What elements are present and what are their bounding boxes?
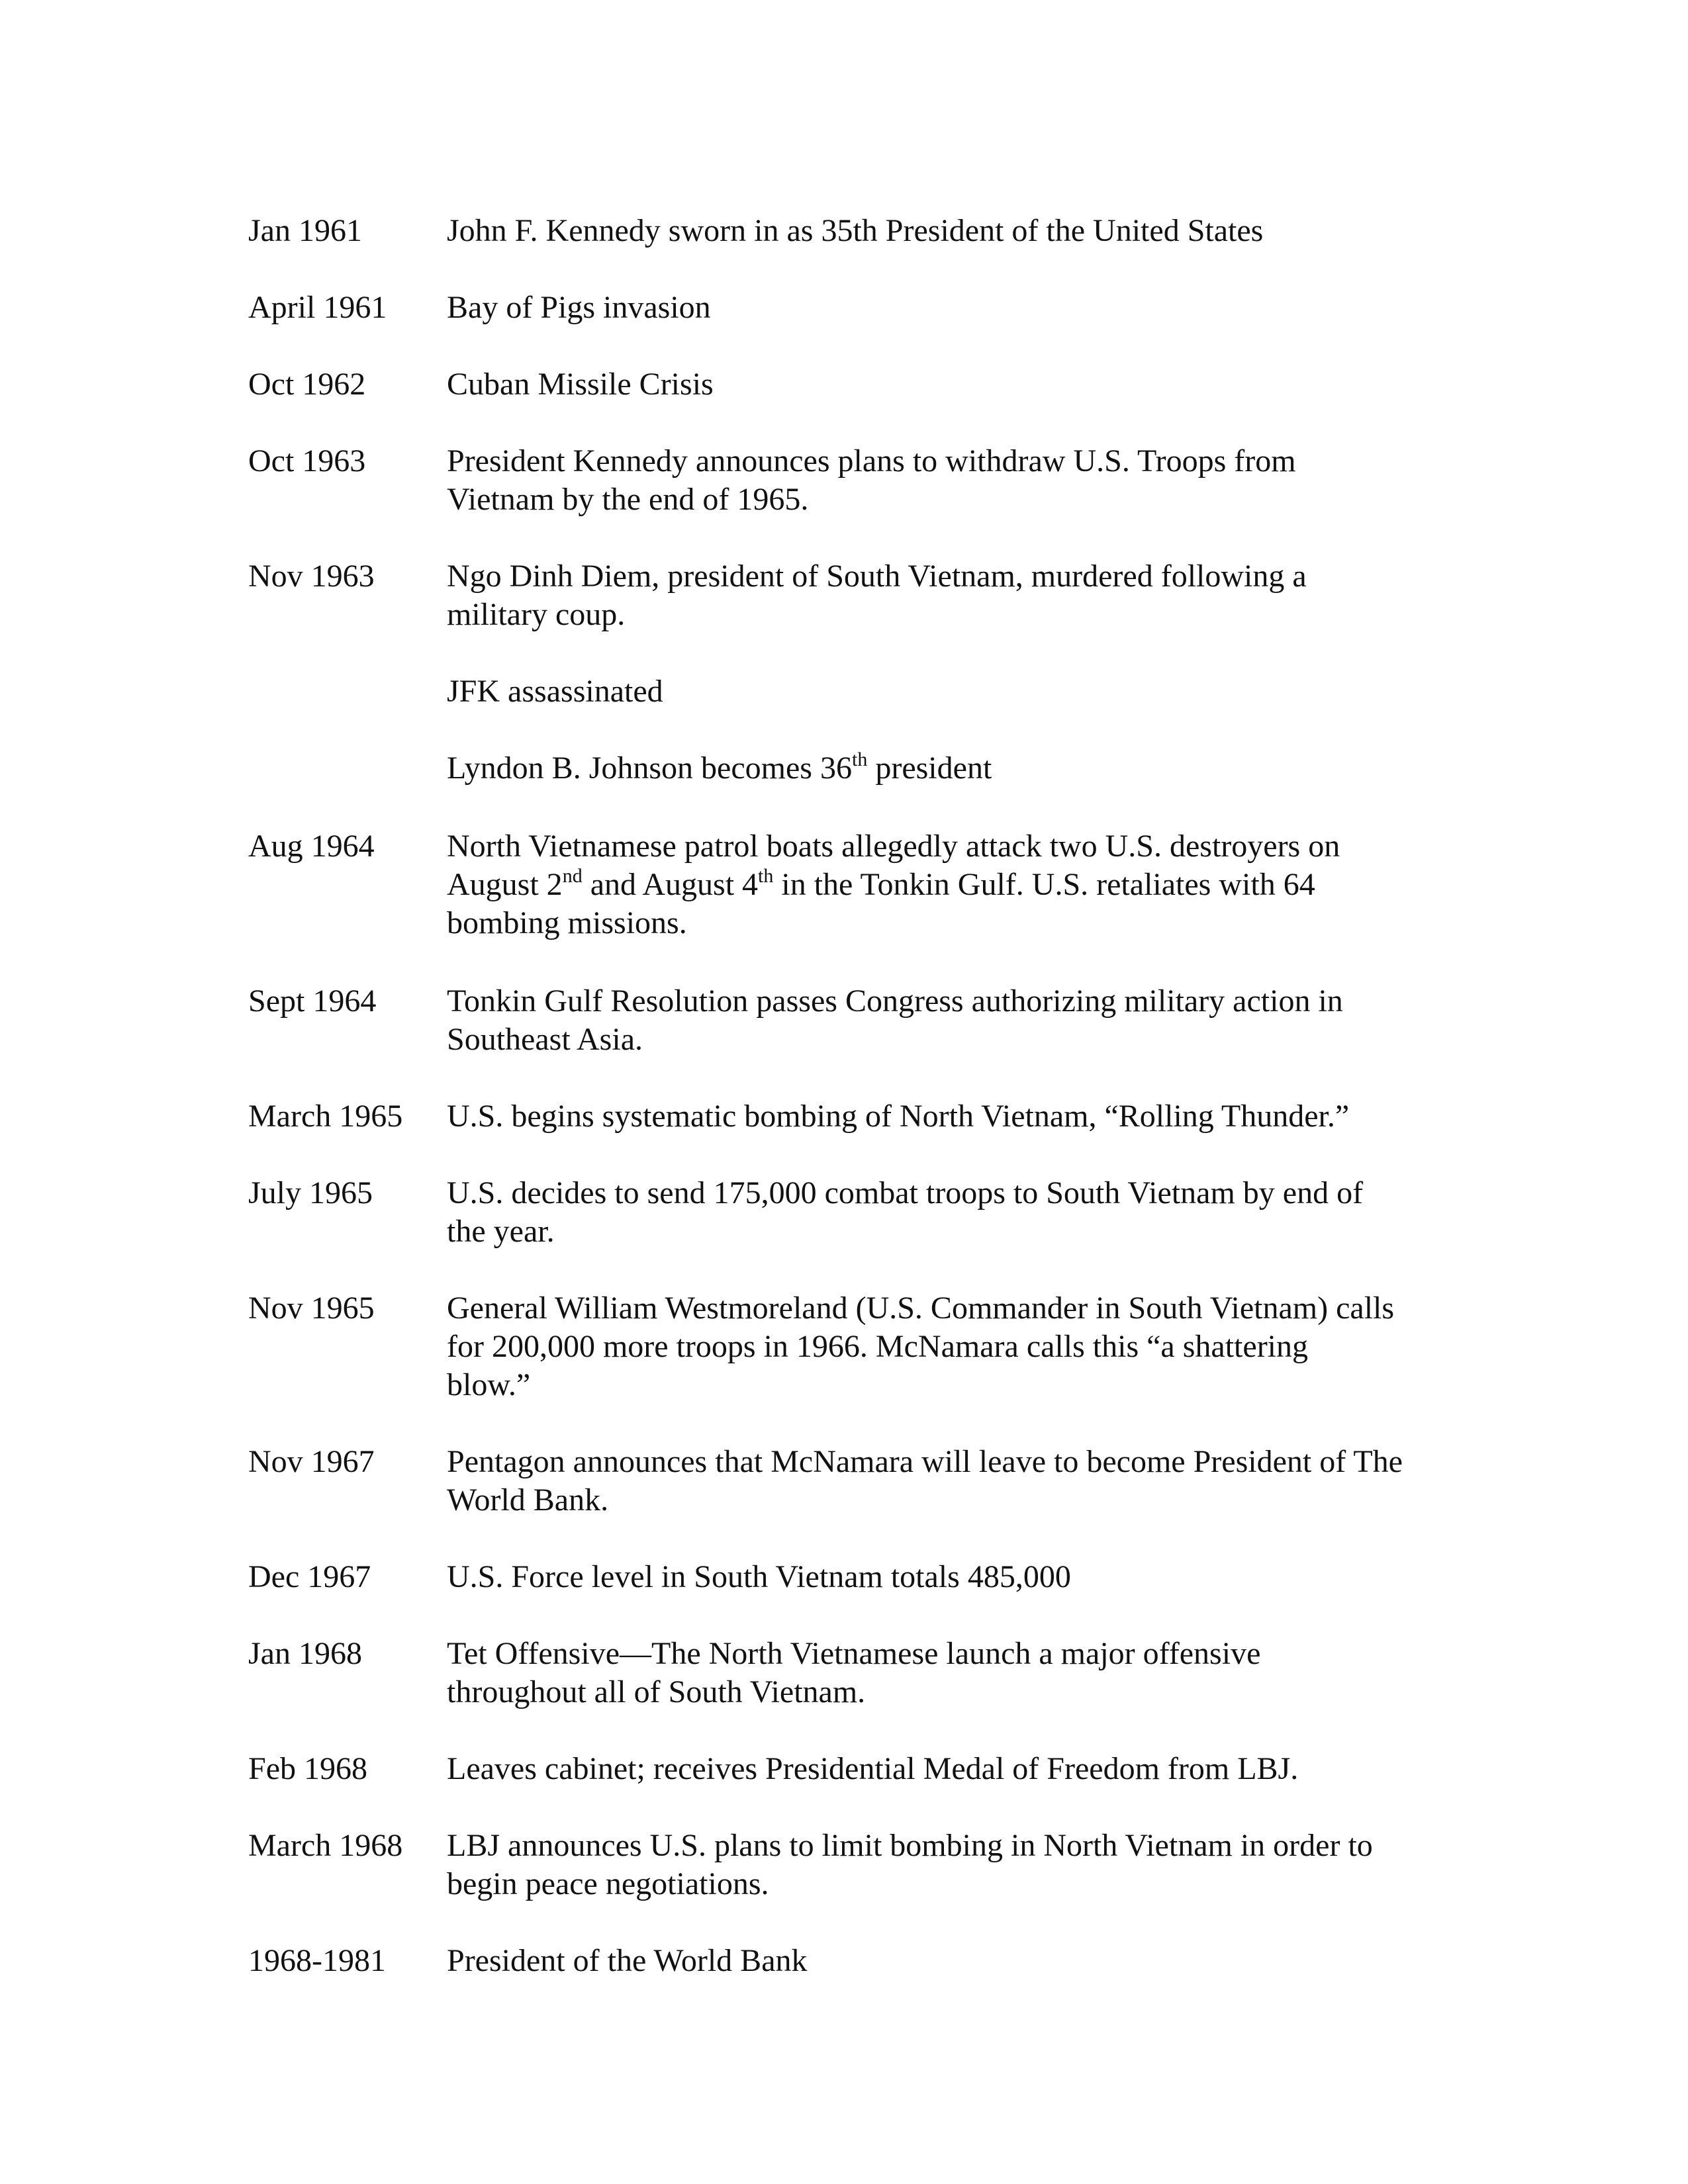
description-line: the year.	[447, 1214, 555, 1249]
entry-date: April 1961	[248, 290, 387, 325]
description-line: World Bank.	[447, 1482, 609, 1518]
entry-description	[447, 1289, 1460, 1404]
entry-description	[447, 1750, 1460, 1788]
entry-date: Nov 1967	[248, 1444, 375, 1479]
description-line: Tet Offensive—The North Vietnamese launch a major offensive	[447, 1636, 1261, 1671]
text-segment: in the Tonkin Gulf. U.S. retaliates with 64	[773, 867, 1315, 902]
ordinal-suffix: nd	[562, 865, 583, 887]
description-line: General William Westmoreland (U.S. Commander in South Vietnam) calls	[447, 1291, 1395, 1326]
ordinal-suffix: th	[758, 865, 774, 887]
text-segment: Lyndon B. Johnson becomes 36	[447, 751, 852, 786]
description-line: JFK assassinated	[447, 674, 663, 709]
entry-date: 1968-1981	[248, 1943, 386, 1978]
entry-description	[447, 1827, 1460, 1903]
description-line: throughout all of South Vietnam.	[447, 1674, 866, 1709]
entry-description	[447, 289, 1460, 327]
entry-description	[447, 1942, 1460, 1980]
description-line: President Kennedy announces plans to withdraw U.S. Troops from	[447, 443, 1296, 478]
entry-date: Oct 1963	[248, 443, 366, 478]
entry-description	[447, 749, 1460, 788]
description-line: Vietnam by the end of 1965.	[447, 482, 809, 517]
entry-date: July 1965	[248, 1175, 373, 1210]
description-line: blow.”	[447, 1367, 531, 1402]
description-line	[447, 749, 1460, 788]
entry-date: Dec 1967	[248, 1559, 371, 1594]
description-line: bombing missions.	[447, 905, 687, 940]
entry-description	[447, 365, 1460, 404]
description-line: John F. Kennedy sworn in as 35th President of the United States	[447, 213, 1264, 248]
entry-date: Nov 1963	[248, 559, 375, 594]
description-line: Cuban Missile Crisis	[447, 367, 714, 402]
entry-description	[447, 672, 1460, 711]
text-segment: August 2	[447, 867, 563, 902]
description-line: military coup.	[447, 597, 626, 632]
entry-description	[447, 212, 1460, 250]
entry-date: Jan 1968	[248, 1636, 362, 1671]
description-line: Southeast Asia.	[447, 1022, 643, 1057]
description-line	[447, 866, 1460, 904]
entry-description	[447, 1174, 1460, 1251]
entry-description	[447, 982, 1460, 1059]
description-line: Leaves cabinet; receives Presidential Medal of Freedom from LBJ.	[447, 1751, 1299, 1786]
entry-date: Nov 1965	[248, 1291, 375, 1326]
entry-date: Aug 1964	[248, 829, 375, 864]
entry-description	[447, 827, 1460, 942]
description-line: Tonkin Gulf Resolution passes Congress authorizing military action in	[447, 983, 1343, 1019]
description-line: North Vietnamese patrol boats allegedly attack two U.S. destroyers on	[447, 829, 1340, 864]
entry-description	[447, 1443, 1460, 1520]
description-line: U.S. decides to send 175,000 combat troops to South Vietnam by end of	[447, 1175, 1364, 1210]
ordinal-suffix: th	[851, 749, 868, 770]
entry-date: Sept 1964	[248, 983, 377, 1019]
entry-date: March 1965	[248, 1099, 403, 1134]
entry-date: March 1968	[248, 1828, 403, 1863]
description-line: begin peace negotiations.	[447, 1866, 769, 1901]
entry-description	[447, 557, 1460, 634]
entry-date: Feb 1968	[248, 1751, 367, 1786]
description-line: U.S. begins systematic bombing of North Vietnam, “Rolling Thunder.”	[447, 1099, 1350, 1134]
description-line: for 200,000 more troops in 1966. McNamara calls this “a shattering	[447, 1329, 1309, 1364]
entry-date: Jan 1961	[248, 213, 362, 248]
text-segment: president	[867, 751, 992, 786]
entry-date: Oct 1962	[248, 367, 366, 402]
description-line: President of the World Bank	[447, 1943, 808, 1978]
entry-description	[447, 1558, 1460, 1596]
entry-description	[447, 442, 1460, 519]
entry-description	[447, 1635, 1460, 1711]
description-line: Bay of Pigs invasion	[447, 290, 711, 325]
description-line: Pentagon announces that McNamara will leave to become President of The	[447, 1444, 1403, 1479]
text-segment: and August 4	[582, 867, 759, 902]
description-line: LBJ announces U.S. plans to limit bombing in North Vietnam in order to	[447, 1828, 1373, 1863]
description-line: Ngo Dinh Diem, president of South Vietnam, murdered following a	[447, 559, 1307, 594]
description-line: U.S. Force level in South Vietnam totals 485,000	[447, 1559, 1071, 1594]
entry-description	[447, 1097, 1460, 1136]
